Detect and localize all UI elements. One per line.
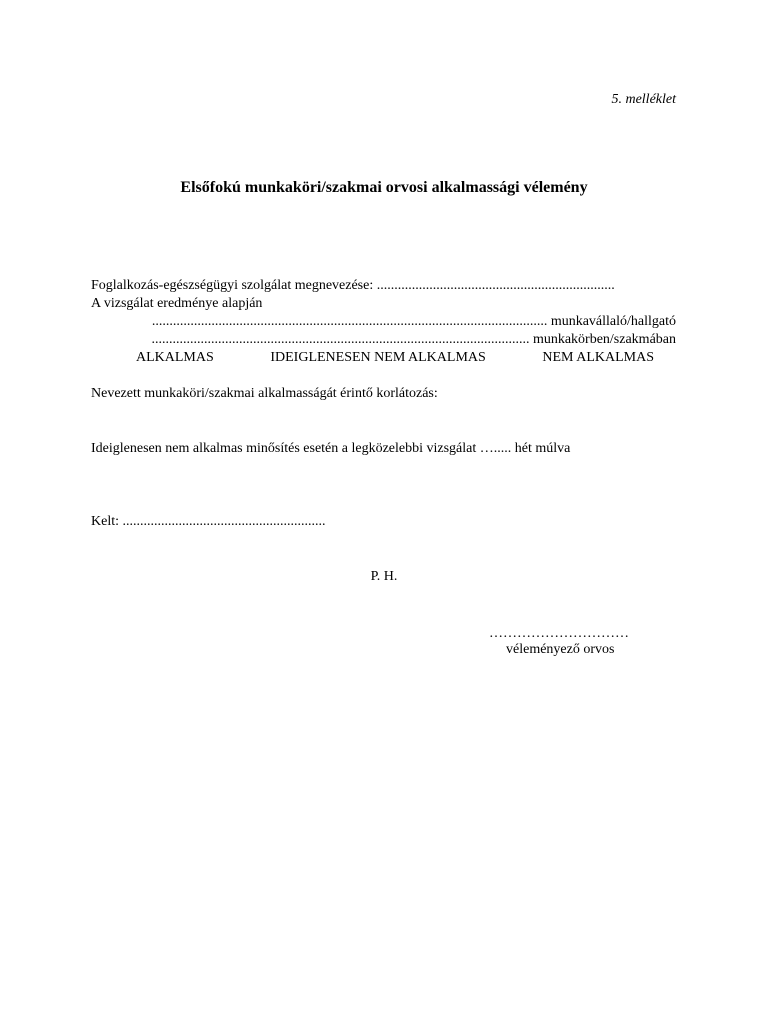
worker-line: ................................................................................................................. munkavállaló/hallgató bbox=[151, 314, 676, 329]
fitness-options bbox=[91, 349, 676, 367]
form-block bbox=[91, 277, 676, 367]
annex-label: 5. melléklet bbox=[611, 92, 676, 107]
option-unfit: NEM ALKALMAS bbox=[542, 350, 654, 365]
stamp-label: P. H. bbox=[370, 569, 398, 584]
restriction-label: Nevezett munkaköri/szakmai alkalmasságát érintő korlátozás: bbox=[91, 386, 438, 401]
job-line: ............................................................................................................ munkakörben/szakmában bbox=[151, 332, 676, 347]
date-line: Kelt: .......................................................... bbox=[91, 514, 326, 529]
signature-line: ………………………… bbox=[489, 626, 629, 641]
service-name-line: Foglalkozás-egészségügyi szolgálat megnevezése: .................................................................... bbox=[91, 278, 615, 293]
option-temporarily-unfit: IDEIGLENESEN NEM ALKALMAS bbox=[270, 350, 486, 365]
result-basis-line: A vizsgálat eredménye alapján bbox=[91, 296, 263, 311]
signature-label: véleményező orvos bbox=[506, 642, 615, 657]
document-title: Elsőfokú munkaköri/szakmai orvosi alkalmassági vélemény bbox=[180, 179, 588, 196]
next-exam-line: Ideiglenesen nem alkalmas minősítés esetén a legközelebbi vizsgálat …..... hét múlva bbox=[91, 441, 571, 456]
option-fit: ALKALMAS bbox=[136, 350, 214, 365]
